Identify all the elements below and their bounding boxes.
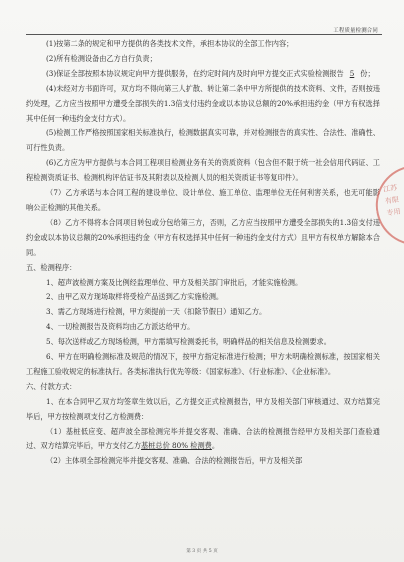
- procedure-item-1: 1、超声波检测方案及比例经监理单位、甲方及相关部门审批后，才能实施检测。: [46, 277, 303, 287]
- payment-item-1: 1、在本合同甲乙双方均签章生效以后，乙方提交正式检测报告，甲方及相关部门审核通过、双方结算完毕后，甲方按检测项支付乙方检测费：: [26, 396, 380, 421]
- payment-item-1-2: （2）主体项全部检测完毕并提交客观、准确、合法的检测报告后，甲方及相关部: [46, 456, 303, 466]
- procedure-item-6: 6、甲方在明确检测标准及规范的情况下，按甲方指定标准进行检测；甲方未明确检测标准，按国家相关工程施工验收规定的标准执行。各类标准执行优先等级：《国家标准》、《行业标准》、《企业标准》。: [26, 352, 380, 376]
- clause-3-text: (3)保证全部按照本协议规定向甲方提供服务，在约定时间内及时向甲方提交正式实: [46, 68, 308, 78]
- procedure-item-4: 4、一切检测报告及资料均由乙方派达给甲方。: [46, 322, 195, 332]
- clause-7: （7）乙方承诺与本合同工程的建设单位、设计单位、施工单位、监理单位无任何利害关系，也无可能影响公正检测的其他关系。: [26, 188, 380, 212]
- procedure-item-2: 2、由甲乙双方现场取样将受检产品送到乙方实施检测。: [46, 292, 224, 302]
- clause-3-prefix: 验检测报告: [307, 68, 344, 78]
- clause-6: (6)乙方应为甲方提供与本合同工程项目检测业务有关的资质资料（包含但不限于统一社会信用代码证、工程检测资质证书、检测机构评估证书及其附表以及检测人员的相关资质证书等复印件）。: [26, 158, 380, 183]
- payment-item-1-1-text: （1）基桩低应变、超声波全部检测完毕并提交客观、准确、合法的检测报告经甲方及相关部门查验通过、双方结算完毕后，甲方支付乙方: [26, 426, 380, 451]
- contract-body: [26, 37, 380, 469]
- payment-amount: 基桩总价 80% 检测费: [141, 441, 212, 451]
- section-6-title: 六、付款方式：: [26, 381, 77, 391]
- header-title: 工程质量检测合同: [333, 28, 378, 34]
- clause-4: (4)未经对方书面许可，双方均不得向第三人扩散、转让第二条中甲方所提供的技术资料、文件，否则按违约处理，乙方应当按照甲方遭受全部损失的1.3倍支付违约金或以本协议总额的20%承担违约金（甲方有权选择其中任何一种违约金支付方式）。: [26, 83, 380, 123]
- header-rule: [26, 34, 382, 35]
- clause-2: (2)所有检测设备由乙方自行负责；: [46, 53, 157, 63]
- section-5-title: 五、检测程序：: [26, 262, 77, 272]
- clause-5: (5)检测工作严格按照国家相关标准执行，检测数据真实可靠，并对检测报告的真实性、合法性、准确性、可行性负责。: [26, 128, 380, 153]
- page-number: 第 3 页 共 5 页: [186, 549, 218, 554]
- procedure-item-3: 3、需乙方现场进行检测，甲方须提前一天（扣除节假日）通知乙方。: [46, 307, 267, 317]
- clause-1: (1)按第二条的规定和甲方提供的各类技术文件，承担本协议的全部工作内容；: [46, 39, 294, 48]
- report-copies: 5: [349, 68, 355, 78]
- company-seal: 江苏 有限 专用: [371, 166, 404, 251]
- clause-3: [26, 67, 380, 82]
- procedure-item-5: 5、每次送样或乙方现场检测，甲方需填写检测委托书，明确样品的相关信息及检测要求。: [46, 337, 331, 347]
- clause-8: （8）乙方不得将本合同项目转包或分包给第三方，否则，乙方应当按照甲方遭受全部损失的1.3倍支付违约金或以本协议总额的20%承担违约金（甲方有权选择其中任何一种违约金支付方式）且甲方有权单方解除本合同。: [26, 217, 380, 257]
- clause-3-suffix: 份；: [360, 68, 375, 78]
- payment-item-1-1-end: 。: [211, 441, 220, 451]
- payment-item-1-1: [26, 425, 380, 455]
